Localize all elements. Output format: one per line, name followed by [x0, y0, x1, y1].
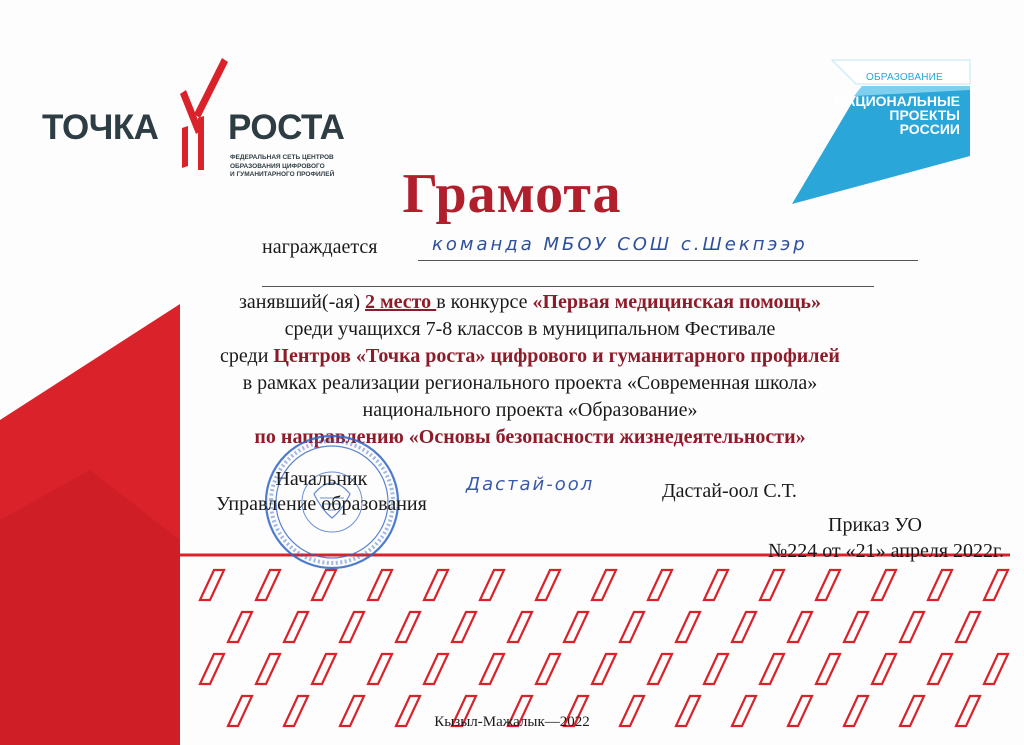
- pattern-diamond: [592, 570, 616, 600]
- pattern-diamond: [788, 612, 812, 642]
- pattern-diamond: [480, 570, 504, 600]
- np-logo-top: ОБРАЗОВАНИЕ: [866, 72, 943, 83]
- certificate-title: Грамота: [402, 163, 622, 225]
- pattern-diamond: [312, 654, 336, 684]
- pattern-diamond: [536, 654, 560, 684]
- pattern-diamond: [228, 612, 252, 642]
- logo-word-rosta: РОСТА: [228, 108, 345, 147]
- pattern-diamond: [704, 654, 728, 684]
- pattern-diamond: [928, 654, 952, 684]
- pattern-diamond: [620, 612, 644, 642]
- pattern-diamond: [368, 654, 392, 684]
- body-line-5: национального проекта «Образование»: [362, 399, 698, 421]
- pattern-diamond: [396, 612, 420, 642]
- pattern-diamond: [816, 654, 840, 684]
- body-text: занявший(-ая): [239, 291, 365, 313]
- position-line-1: Начальник: [275, 468, 368, 490]
- pattern-diamond: [872, 570, 896, 600]
- certificate-body: [190, 289, 870, 451]
- pattern-diamond: [900, 612, 924, 642]
- award-underline: [418, 260, 918, 261]
- blank-underline: [262, 286, 874, 287]
- award-label: награждается: [262, 236, 378, 258]
- recipient-handwritten: команда МБОУ СОШ с.Шекпээр: [432, 234, 808, 255]
- pattern-diamond: [648, 654, 672, 684]
- np-logo-line: ПРОЕКТЫ: [889, 107, 960, 123]
- pattern-diamond: [564, 612, 588, 642]
- handwritten-signature: Дастай-оол: [466, 474, 595, 495]
- pattern-diamond: [424, 654, 448, 684]
- pattern-diamond: [452, 612, 476, 642]
- pattern-diamond: [816, 570, 840, 600]
- pattern-diamond: [760, 570, 784, 600]
- pattern-diamond: [732, 612, 756, 642]
- pattern-diamond: [340, 612, 364, 642]
- pattern-diamond: [648, 570, 672, 600]
- place-and-year: Кызыл-Мажалык—2022: [434, 714, 590, 730]
- np-logo-title: [830, 94, 960, 136]
- pattern-diamond: [872, 654, 896, 684]
- pattern-diamond: [424, 570, 448, 600]
- logo-word-tochka: ТОЧКА: [42, 108, 159, 147]
- body-text: среди: [220, 345, 274, 367]
- order-reference: [768, 512, 1004, 564]
- order-line-1: Приказ УО: [828, 514, 922, 536]
- body-line-4: в рамках реализации регионального проекта «Современная школа»: [242, 372, 818, 394]
- np-logo-line: РОССИИ: [899, 121, 960, 137]
- signatory-name: Дастай-оол С.Т.: [662, 480, 797, 502]
- logo-subtitle-line: ФЕДЕРАЛЬНАЯ СЕТЬ ЦЕНТРОВ: [230, 154, 334, 161]
- place-value: 2 место: [365, 291, 437, 313]
- pattern-diamond: [508, 612, 532, 642]
- body-line-2: среди учащихся 7-8 классов в муниципальном Фестивале: [284, 318, 776, 340]
- centers-name: Центров «Точка роста» цифрового и гуманитарного профилей: [273, 345, 840, 367]
- pattern-diamond: [928, 570, 952, 600]
- logo-subtitle-line: ОБРАЗОВАНИЯ ЦИФРОВОГО: [230, 162, 325, 170]
- contest-name: «Первая медицинская помощь»: [532, 291, 821, 313]
- pattern-diamond: [200, 654, 224, 684]
- pattern-diamond: [368, 570, 392, 600]
- pattern-diamond: [984, 570, 1008, 600]
- pattern-diamond: [592, 654, 616, 684]
- pattern-diamond: [536, 570, 560, 600]
- order-line-2: №224 от «21» апреля 2022г.: [768, 540, 1004, 562]
- position-line-2: Управление образования: [216, 493, 427, 515]
- pattern-diamond: [284, 612, 308, 642]
- pattern-diamond: [480, 654, 504, 684]
- logo-subtitle-line: И ГУМАНИТАРНОГО ПРОФИЛЕЙ: [230, 171, 335, 178]
- pattern-diamond: [984, 654, 1008, 684]
- pattern-diamond: [704, 570, 728, 600]
- body-line-1: [190, 289, 870, 316]
- body-text: в конкурсе: [436, 291, 533, 313]
- signatory-position: [216, 467, 427, 517]
- pattern-diamond: [256, 654, 280, 684]
- tochka-rosta-growth-mark-icon: [172, 58, 232, 173]
- pattern-diamond: [676, 612, 700, 642]
- pattern-diamond: [312, 570, 336, 600]
- pattern-diamond: [760, 654, 784, 684]
- np-logo-line: НАЦИОНАЛЬНЫЕ: [835, 93, 960, 109]
- pattern-diamond: [844, 612, 868, 642]
- body-line-6: по направлению «Основы безопасности жизнедеятельности»: [254, 426, 806, 448]
- pattern-diamond: [956, 612, 980, 642]
- pattern-diamond: [256, 570, 280, 600]
- body-line-3: [190, 343, 870, 370]
